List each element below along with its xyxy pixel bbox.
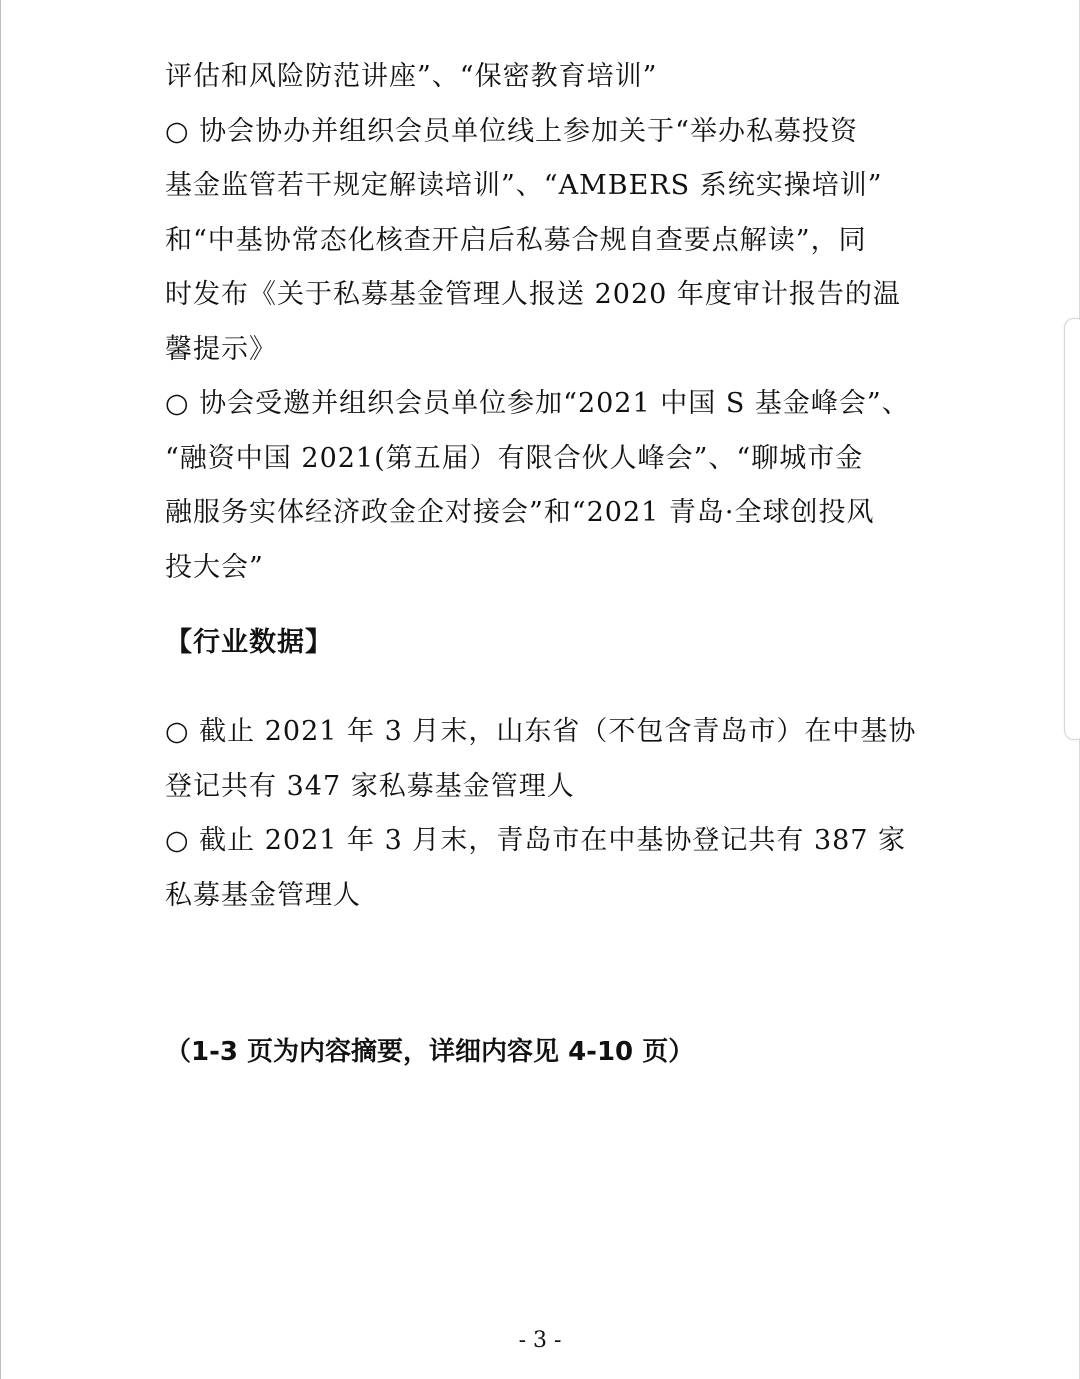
text-line: 馨提示》 [165, 333, 277, 365]
list-item-line: ○ 截止 2021 年 3 月末，山东省（不包含青岛市）在中基协 [165, 716, 917, 747]
scroll-handle[interactable] [1064, 318, 1080, 740]
text-line: 和“中基协常态化核查开启后私募合规自查要点解读”，同 [165, 224, 867, 256]
text-line: 登记共有 347 家私募基金管理人 [165, 770, 575, 802]
list-item-line: ○ 截止 2021 年 3 月末，青岛市在中基协登记共有 387 家 [165, 825, 907, 856]
text-line: 评估和风险防范讲座”、“保密教育培训” [165, 61, 658, 92]
text-line: 基金监管若干规定解读培训”、“AMBERS 系统实操培训” [165, 170, 883, 201]
text-line: 融服务实体经济政金企对接会”和“2021 青岛·全球创投风 [165, 497, 875, 528]
spacer [165, 663, 925, 705]
text-line: 私募基金管理人 [165, 879, 361, 911]
page-left-edge [0, 0, 1, 1379]
list-item-line: ○ 协会受邀并组织会员单位参加“2021 中国 S 基金峰会”、 [165, 388, 910, 419]
spacer [165, 595, 925, 623]
text-line: 时发布《关于私募基金管理人报送 2020 年度审计报告的温 [165, 279, 901, 310]
page-number: - 3 - [518, 1328, 562, 1353]
text-line: “融资中国 2021(第五届）有限合伙人峰会”、“聊城市金 [165, 442, 864, 474]
text-line: 投大会” [165, 551, 264, 583]
list-item-line: ○ 协会协办并组织会员单位线上参加关于“举办私募投资 [165, 115, 858, 147]
section-title: 【行业数据】 [165, 627, 333, 658]
document-body [165, 50, 925, 923]
summary-note: （1-3 页为内容摘要，详细内容见 4-10 页） [165, 1037, 695, 1067]
